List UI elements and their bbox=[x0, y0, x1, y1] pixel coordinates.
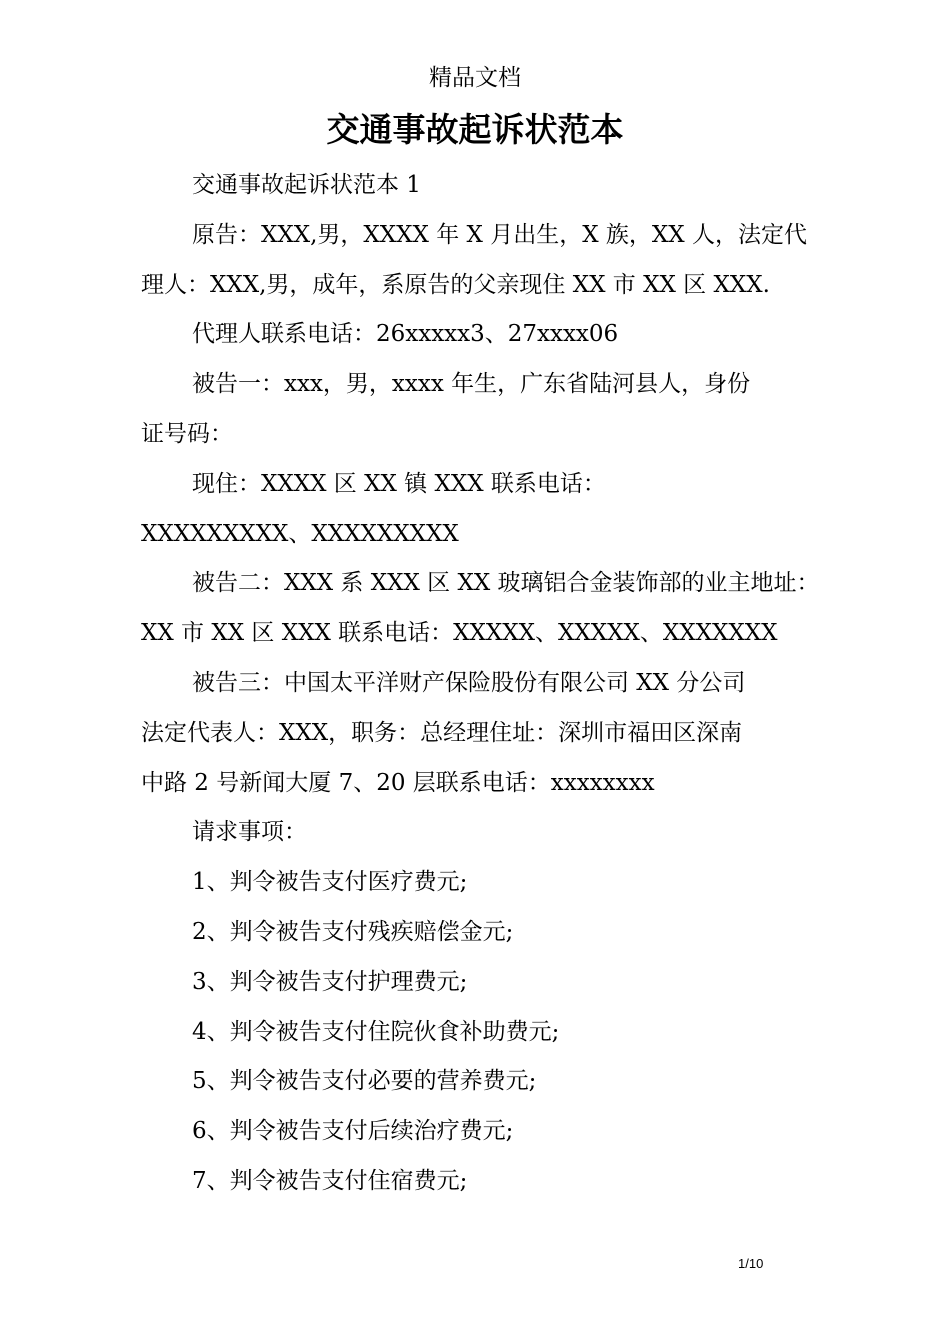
page-number: 1/10 bbox=[738, 1256, 764, 1271]
defendant1-phone-line: XXXXXXXXX、XXXXXXXXX bbox=[141, 520, 459, 547]
document-body bbox=[141, 161, 831, 1207]
claim-item-2: 2、判令被告支付残疾赔偿金元; bbox=[192, 918, 514, 945]
claim-item-6: 6、判令被告支付后续治疗费元; bbox=[192, 1118, 514, 1145]
defendant2-line: 被告二：XXX 系 XXX 区 XX 玻璃铝合金装饰部的业主地址： bbox=[192, 570, 820, 597]
claim-item-7: 7、判令被告支付住宿费元; bbox=[192, 1167, 468, 1194]
defendant3-line-cont2: 中路 2 号新闻大厦 7、20 层联系电话：xxxxxxxx bbox=[141, 769, 655, 796]
header-label: 精品文档 bbox=[429, 65, 521, 91]
subtitle-line: 交通事故起诉状范本 1 bbox=[192, 172, 421, 198]
defendant2-line-cont: XX 市 XX 区 XXX 联系电话：XXXXX、XXXXX、XXXXXXX bbox=[141, 620, 778, 647]
plaintiff-line-cont: 理人：XXX,男，成年，系原告的父亲现住 XX 市 XX 区 XXX. bbox=[141, 271, 770, 298]
claims-heading: 请求事项： bbox=[192, 819, 307, 846]
defendant1-line-cont: 证号码： bbox=[141, 420, 233, 447]
defendant1-line: 被告一：xxx，男，xxxx 年生，广东省陆河县人，身份 bbox=[192, 371, 751, 398]
defendant3-line-cont: 法定代表人：XXX，职务：总经理住址：深圳市福田区深南 bbox=[141, 719, 743, 746]
defendant3-line: 被告三：中国太平洋财产保险股份有限公司 XX 分公司 bbox=[192, 669, 746, 696]
plaintiff-line: 原告：XXX,男，XXXX 年 X 月出生，X 族，XX 人，法定代 bbox=[192, 221, 807, 248]
claim-item-5: 5、判令被告支付必要的营养费元; bbox=[192, 1068, 537, 1095]
agent-phone-line: 代理人联系电话：26xxxxx3、27xxxx06 bbox=[192, 321, 619, 348]
document-title: 交通事故起诉状范本 bbox=[326, 110, 624, 149]
defendant1-address-line: 现住：XXXX 区 XX 镇 XXX 联系电话： bbox=[192, 470, 606, 497]
claim-item-3: 3、判令被告支付护理费元; bbox=[192, 968, 468, 995]
claim-item-4: 4、判令被告支付住院伙食补助费元; bbox=[192, 1018, 560, 1045]
claim-item-1: 1、判令被告支付医疗费元; bbox=[192, 869, 468, 896]
